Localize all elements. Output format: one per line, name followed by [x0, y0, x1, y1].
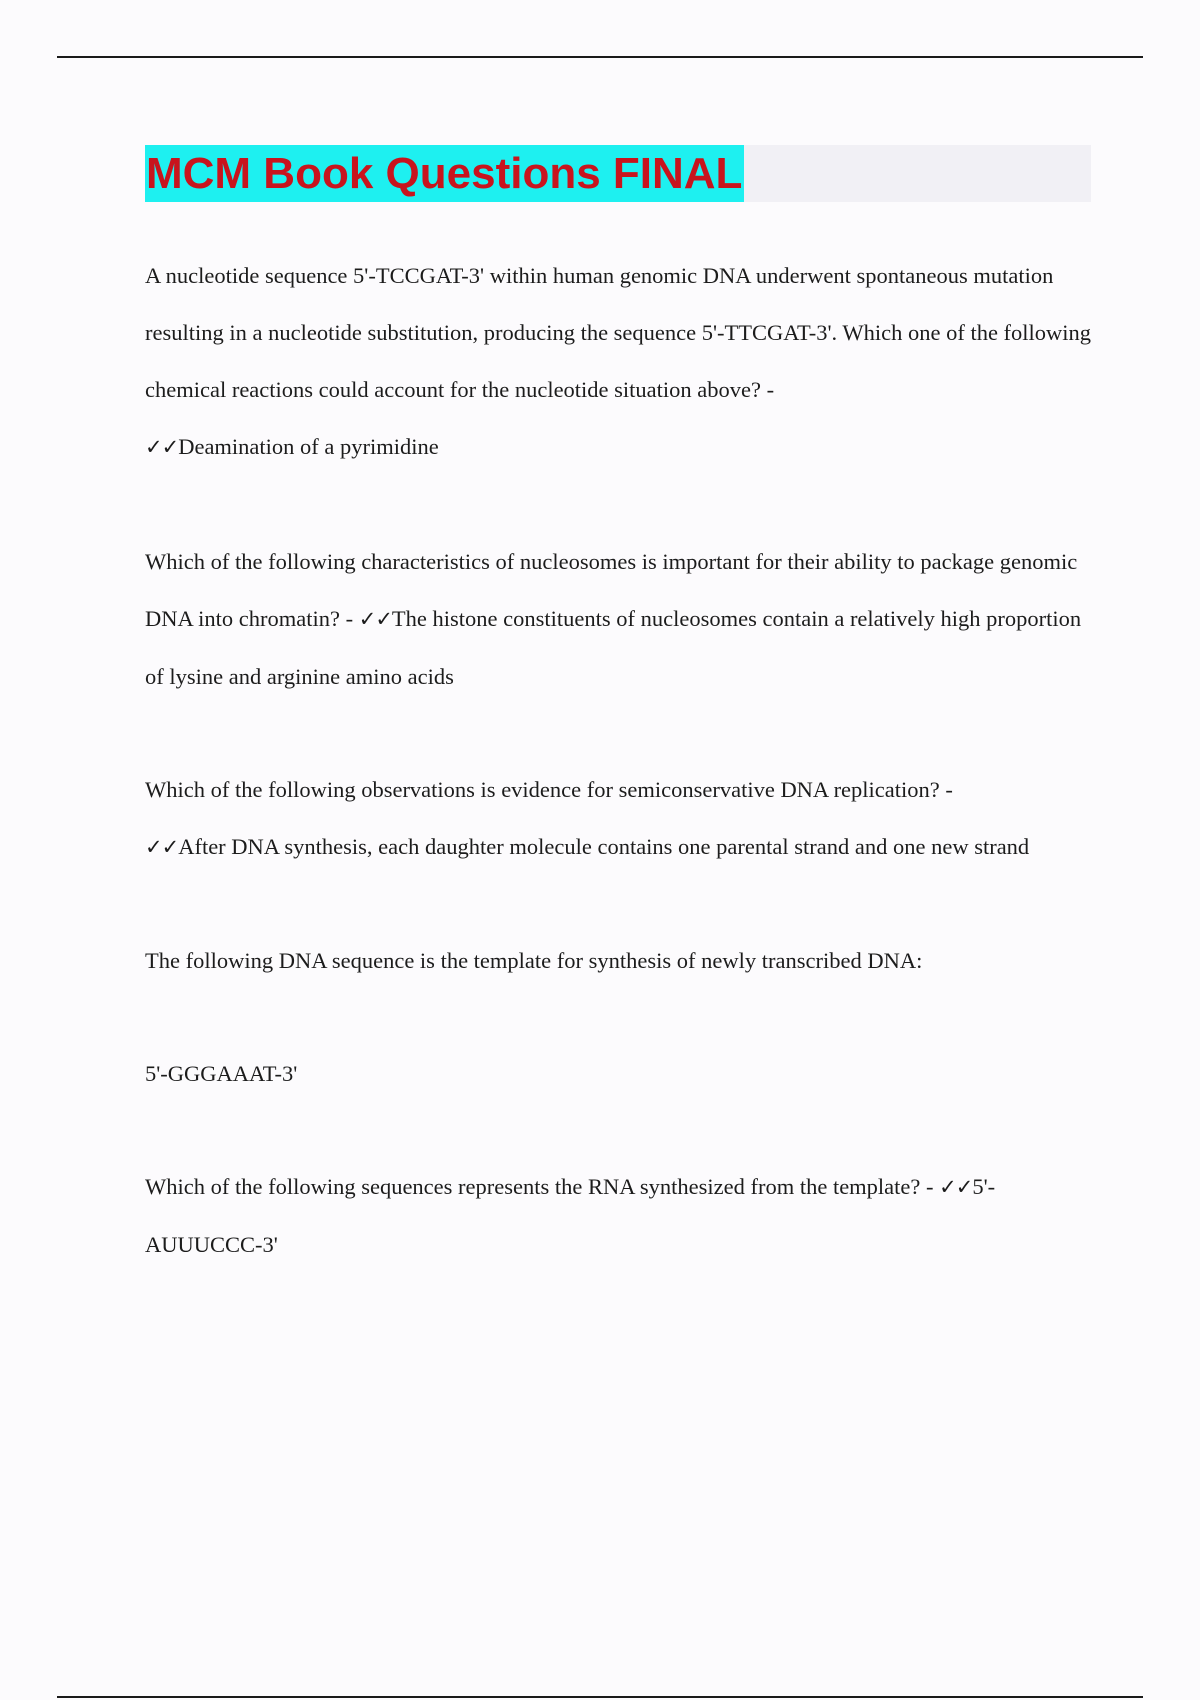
question-2-answer: The histone constituents of nucleosomes contain a relatively high proportion of lysine and arginine amino acids: [145, 606, 1082, 689]
footer-rule: [57, 1696, 1143, 1698]
question-4-text: Which of the following sequences represents the RNA synthesized from the template? -: [145, 1174, 934, 1199]
check-mark-icon: ✓✓: [939, 1175, 973, 1199]
question-1-answer: Deamination of a pyrimidine: [178, 434, 439, 459]
template-sequence: 5'-GGGAAAT-3': [145, 1061, 298, 1086]
document-title: MCM Book Questions FINAL: [145, 145, 744, 202]
header-rule: [57, 56, 1143, 58]
question-1-text: A nucleotide sequence 5'-TCCGAT-3' within human genomic DNA underwent spontaneous mutation resulting in a nucleotide substitution, producing the sequence 5'-TTCGAT-3'. Which one of the following chemical reactions could account for the nucleotide situation above? -: [145, 263, 1092, 402]
question-3-answer: After DNA synthesis, each daughter molecule contains one parental strand and one new strand: [178, 834, 1030, 859]
question-2-text: Which of the following characteristics of nucleosomes is important for their ability to package genomic DNA into chromatin? -: [145, 549, 1078, 631]
check-mark-icon: ✓✓: [145, 435, 179, 459]
check-mark-icon: ✓✓: [358, 607, 392, 631]
question-2: [145, 533, 1100, 705]
question-4-answer: 5'-AUUUCCC-3': [145, 1174, 996, 1257]
question-3-text: Which of the following observations is evidence for semiconservative DNA replication? -: [145, 777, 953, 802]
question-1: [145, 247, 1100, 476]
document-body: [145, 247, 1100, 1273]
question-4: [145, 1158, 1100, 1273]
question-3: [145, 761, 1100, 876]
question-4-intro: The following DNA sequence is the template for synthesis of newly transcribed DNA:: [145, 948, 923, 973]
check-mark-icon: ✓✓: [145, 835, 179, 859]
